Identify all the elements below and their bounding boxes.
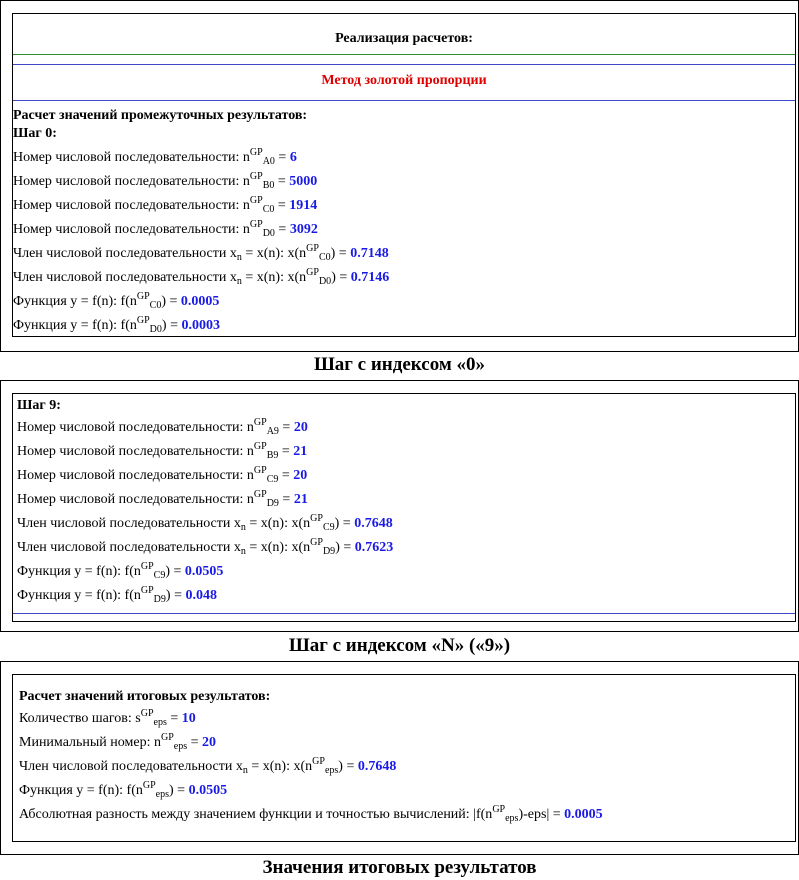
step0-panel — [0, 0, 799, 352]
title-divider — [13, 54, 795, 55]
final-caption: Значения итоговых результатов — [262, 857, 537, 878]
step9-func-d: Функция y = f(n): $f(n^{GP}_{D9}) = 0.048$ — [17, 585, 217, 605]
step0-func-d: Функция y = f(n): $f(n^{GP}_{D0}) = 0.0003$ — [13, 315, 220, 335]
step0-line-c: Номер числовой последовательности: $n^{GP}_{C0} = 1914$ — [13, 195, 318, 215]
step0-caption: Шаг с индексом «0» — [313, 354, 486, 375]
step0-line-b: Номер числовой последовательности: $n^{GP}_{B0} = 5000$ — [13, 171, 318, 191]
step9-divider — [13, 613, 795, 614]
final-panel — [0, 661, 799, 855]
method-divider — [13, 100, 795, 101]
step0-label: Шаг 0: — [13, 126, 57, 141]
method-title: Метод золотой пропорции — [321, 73, 487, 88]
final-abs-diff: Абсолютная разность между значением функции и точностью вычислений: $|f(n^{GP}_{eps})-eps| = 0.0005$ — [19, 804, 603, 824]
step0-func-c: Функция y = f(n): $f(n^{GP}_{C0}) = 0.0005$ — [13, 291, 220, 311]
step0-line-a: Номер числовой последовательности: $n^{GP}_{A0} = 6$ — [13, 147, 297, 167]
step9-line-d: Номер числовой последовательности: $n^{GP}_{D9} = 21$ — [17, 489, 308, 509]
final-func: Функция y = f(n): $f(n^{GP}_{eps}) = 0.0505$ — [19, 780, 228, 800]
step9-member-d: Член числовой последовательности $x_n = x(n)$: $x(n^{GP}_{D9}) = 0.7623$ — [17, 537, 394, 557]
step0-line-d: Номер числовой последовательности: $n^{GP}_{D0} = 3092$ — [13, 219, 318, 239]
final-member: Член числовой последовательности $x_n = x(n)$: $x(n^{GP}_{eps}) = 0.7648$ — [19, 756, 397, 776]
calc-title: Реализация расчетов: — [335, 31, 473, 46]
step9-caption: Шаг с индексом «N» («9») — [288, 635, 511, 656]
step0-member-d: Член числовой последовательности $x_n = x(n)$: $x(n^{GP}_{D0}) = 0.7146$ — [13, 267, 390, 287]
final-steps-count: Количество шагов: $s^{GP}_{eps} = 10$ — [19, 708, 196, 728]
final-section-title: Расчет значений итоговых результатов: — [19, 689, 271, 704]
intermediate-section-title: Расчет значений промежуточных результатов: — [13, 108, 308, 123]
step9-label: Шаг 9: — [17, 398, 61, 413]
final-min-number: Минимальный номер: $n^{GP}_{eps} = 20$ — [19, 732, 217, 752]
step9-member-c: Член числовой последовательности $x_n = x(n)$: $x(n^{GP}_{C9}) = 0.7648$ — [17, 513, 393, 533]
step9-panel — [0, 380, 799, 632]
step9-func-c: Функция y = f(n): $f(n^{GP}_{C9}) = 0.0505$ — [17, 561, 224, 581]
title-divider-blue — [13, 64, 795, 65]
step9-line-a: Номер числовой последовательности: $n^{GP}_{A9} = 20$ — [17, 417, 308, 437]
step9-line-b: Номер числовой последовательности: $n^{GP}_{B9} = 21$ — [17, 441, 308, 461]
step0-member-c: Член числовой последовательности $x_n = x(n)$: $x(n^{GP}_{C0}) = 0.7148$ — [13, 243, 389, 263]
step9-line-c: Номер числовой последовательности: $n^{GP}_{C9} = 20$ — [17, 465, 308, 485]
